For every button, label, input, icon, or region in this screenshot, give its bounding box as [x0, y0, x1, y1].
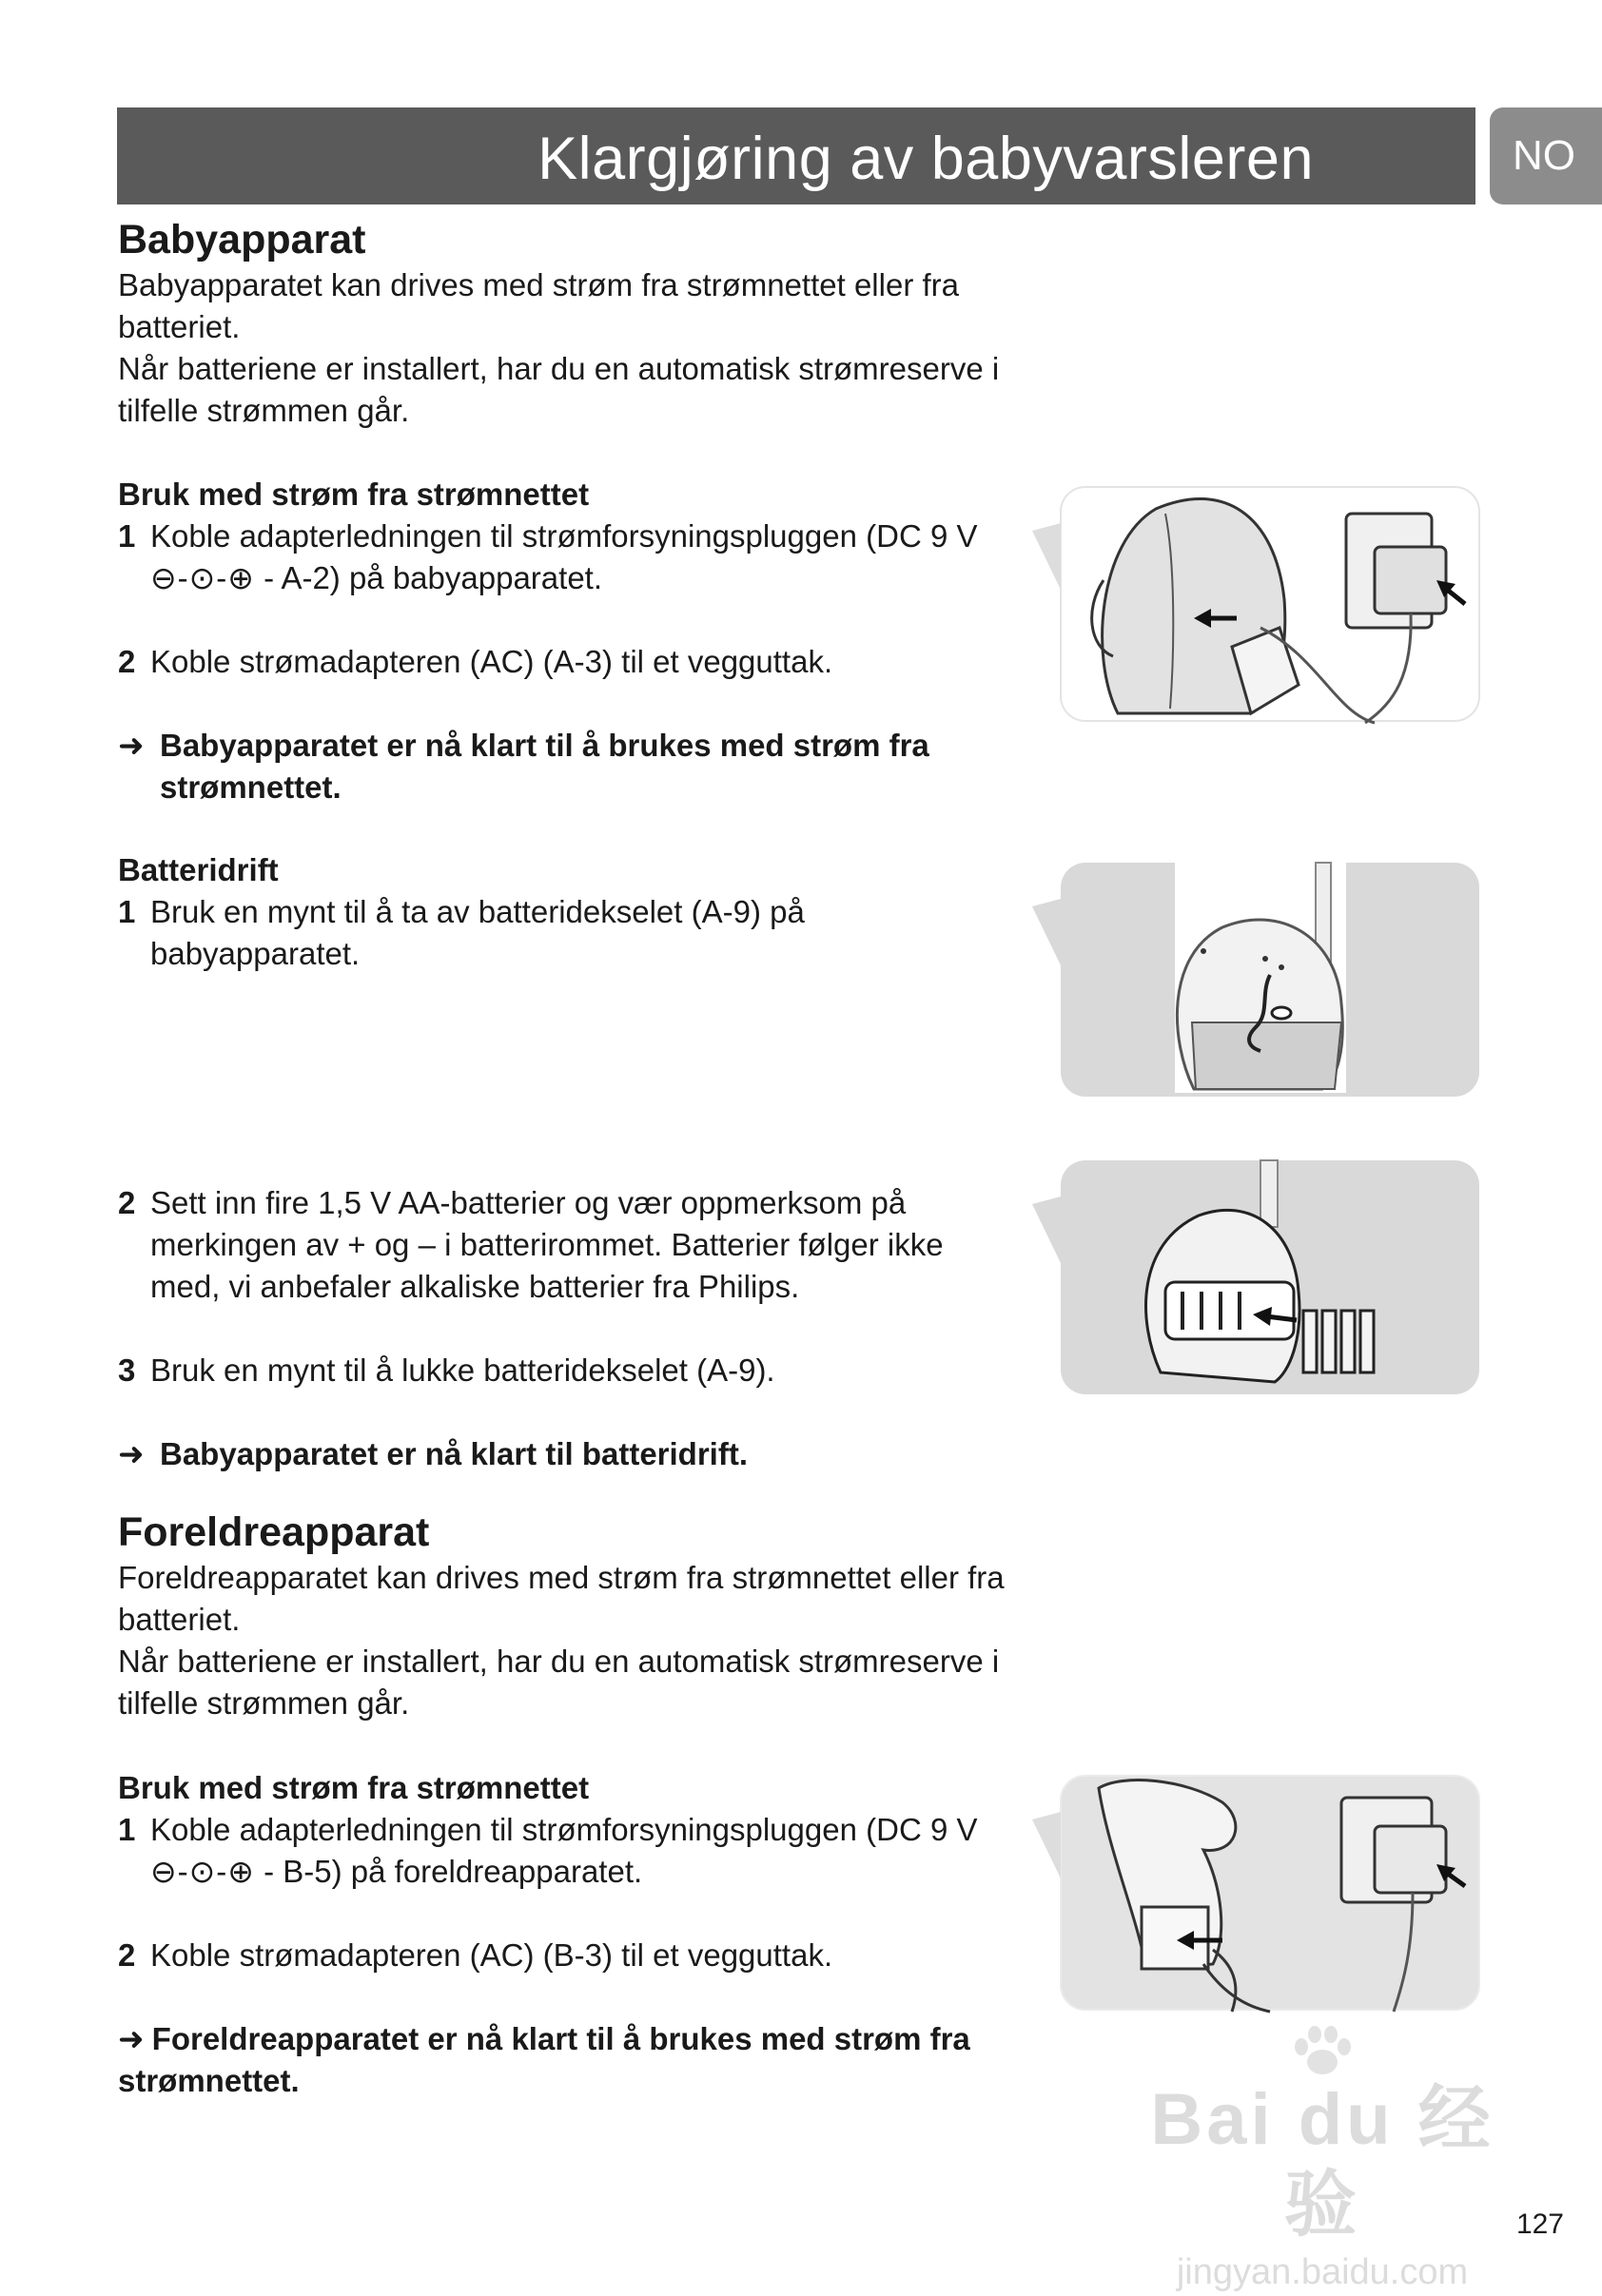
step-number: 3: [118, 1352, 136, 1388]
baby-unit-intro-line2: Når batteriene er installert, har du en automatisk strømreserve i tilfelle strømmen går.: [118, 351, 1000, 428]
step-text-end: - B-5) på foreldreapparatet.: [264, 1854, 643, 1889]
baby-unit-intro: [118, 215, 1012, 432]
parent-mains-step-2: [118, 1935, 1012, 1976]
parent-unit-intro: [118, 1508, 1012, 1724]
baby-battery-section-continued: [118, 1182, 1012, 1475]
baby-battery-result: [118, 1433, 1012, 1475]
illustration-insert-batteries: [1032, 1158, 1484, 1398]
result-arrow-icon: ➜: [118, 2021, 145, 2056]
baby-battery-step-1: [118, 891, 1012, 975]
result-text: Foreldreapparatet er nå klart til å brukes med strøm fra strømnettet.: [118, 2021, 970, 2098]
baby-battery-heading: Batteridrift: [118, 852, 279, 887]
step-text: Koble adapterledningen til strømforsyningspluggen (DC 9 V: [150, 518, 978, 554]
baby-mains-step-1: [118, 516, 1012, 599]
step-text-end: - A-2) på babyapparatet.: [264, 560, 603, 595]
baby-battery-step-3: [118, 1350, 1012, 1391]
parent-mains-step-1: [118, 1809, 1012, 1893]
baby-battery-section: [118, 849, 1012, 975]
parent-mains-section: [118, 1767, 1012, 2102]
parent-unit-intro-line2: Når batteriene er installert, har du en automatisk strømreserve i tilfelle strømmen går.: [118, 1644, 1000, 1721]
illustration-baby-unit-mains: [1032, 485, 1484, 725]
result-arrow-icon: ➜: [118, 1436, 145, 1471]
step-number: 2: [118, 644, 136, 679]
parent-mains-heading: Bruk med strøm fra strømnettet: [118, 1770, 590, 1805]
step-text: Bruk en mynt til å lukke batteridekselet (A-9).: [150, 1352, 775, 1388]
step-number: 1: [118, 894, 136, 929]
baby-mains-section: [118, 474, 1012, 808]
step-number: 2: [118, 1937, 136, 1973]
baby-mains-step-2: [118, 641, 1012, 683]
header-bar: [117, 107, 1475, 204]
step-number: 1: [118, 1812, 136, 1847]
illustration-battery-cover: [1032, 861, 1484, 1100]
parent-mains-result: [118, 2018, 1012, 2102]
step-number: 2: [118, 1185, 136, 1220]
page-title: Klargjøring av babyvarsleren: [537, 126, 1314, 192]
watermark-url: jingyan.baidu.com: [1176, 2252, 1469, 2292]
result-text: Babyapparatet er nå klart til å brukes med strøm fra strømnettet.: [160, 728, 929, 805]
paw-icon: [1289, 2026, 1356, 2077]
baby-unit-intro-line1: Babyapparatet kan drives med strøm fra strømnettet eller fra batteriet.: [118, 267, 959, 344]
language-tab: NO: [1490, 107, 1602, 204]
step-text: Bruk en mynt til å ta av batteridekselet (A-9) på babyapparatet.: [150, 894, 805, 971]
step-text: Sett inn fire 1,5 V AA-batterier og vær oppmerksom på merkingen av + og – i batterirommet. Batterier følger ikke med, vi anbefaler alkaliske batterier fra Philips.: [150, 1185, 944, 1304]
baidu-watermark: [1123, 2026, 1522, 2292]
illustration-parent-unit-mains: [1032, 1774, 1484, 2014]
dc-polarity-symbol: ⊖-⊙-⊕: [150, 1854, 255, 1889]
step-text: Koble strømadapteren (AC) (B-3) til et vegguttak.: [150, 1937, 833, 1973]
watermark-logo: Bai du 经验: [1150, 2079, 1495, 2246]
page-number: 127: [1515, 2208, 1564, 2240]
baby-battery-step-2: [118, 1182, 1012, 1308]
parent-unit-intro-line1: Foreldreapparatet kan drives med strøm fra strømnettet eller fra batteriet.: [118, 1560, 1005, 1637]
parent-unit-heading: Foreldreapparat: [118, 1509, 430, 1555]
baby-mains-heading: Bruk med strøm fra strømnettet: [118, 477, 590, 512]
baby-mains-result: [118, 725, 1012, 808]
dc-polarity-symbol: ⊖-⊙-⊕: [150, 560, 255, 595]
baby-unit-heading: Babyapparat: [118, 217, 366, 263]
result-text: Babyapparatet er nå klart til batteridrift.: [160, 1436, 748, 1471]
step-text: Koble strømadapteren (AC) (A-3) til et vegguttak.: [150, 644, 833, 679]
step-text: Koble adapterledningen til strømforsyningspluggen (DC 9 V: [150, 1812, 978, 1847]
step-number: 1: [118, 518, 136, 554]
result-arrow-icon: ➜: [118, 728, 145, 763]
